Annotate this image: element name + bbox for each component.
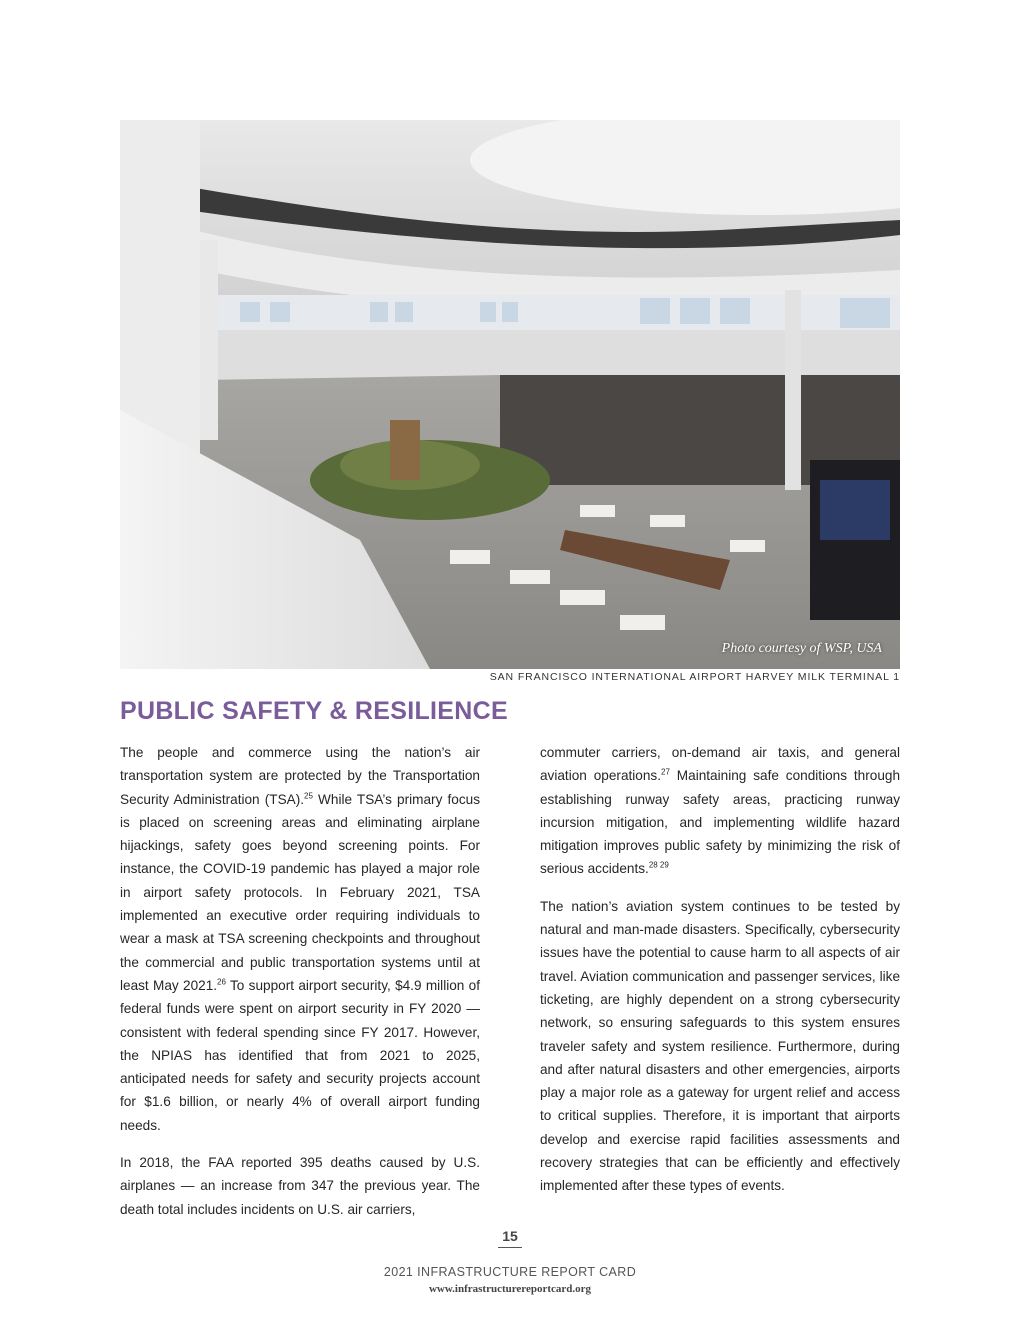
footnote-ref: 26 — [217, 977, 226, 987]
left-paragraph-1 — [120, 741, 480, 1137]
right-column — [540, 741, 900, 1212]
photo-credit: Photo courtesy of WSP, USA — [721, 641, 882, 656]
right-paragraph-1 — [540, 741, 900, 881]
page-number: 15 — [498, 1228, 522, 1248]
photo-caption: SAN FRANCISCO INTERNATIONAL AIRPORT HARVEY MILK TERMINAL 1 — [489, 671, 900, 683]
footer-url[interactable]: www.infrastructurereportcard.org — [428, 1283, 592, 1295]
right-paragraph-2 — [540, 895, 900, 1198]
left-paragraph-2 — [120, 1151, 480, 1221]
text-run: The people and commerce using the nation’s air transportation system are protected by the Transportation Security Administration (TSA). — [120, 745, 480, 807]
text-run: To support airport security, $4.9 million of federal funds were spent on airport security in FY 2020 — consistent with federal spending since FY 2017. However, the NPIAS has identified that from 2021 to 2025, anticipated needs for safety and security projects account for $1.6 billion, or nearly 4% of overall airport funding needs. — [120, 977, 480, 1133]
terminal-photo — [120, 120, 900, 669]
text-run: In 2018, the FAA reported 395 deaths caused by U.S. airplanes — an increase from 347 the previous year. The death total includes incidents on U.S. air carriers, — [120, 1155, 480, 1217]
text-run: Maintaining safe conditions through establishing runway safety areas, practicing runway incursion mitigation, and implementing wildlife hazard mitigation improves public safety by minimizing the risk of serious accidents. — [540, 768, 901, 877]
footnote-ref: 28 29 — [648, 860, 669, 870]
text-run: commuter carriers, on-demand air taxis, and general aviation operations. — [540, 745, 900, 784]
footnote-ref: 27 — [661, 767, 670, 777]
footnote-ref: 25 — [304, 791, 313, 801]
left-column — [120, 741, 480, 1235]
section-title: PUBLIC SAFETY & RESILIENCE — [120, 697, 508, 725]
footer-title: 2021 INFRASTRUCTURE REPORT CARD — [383, 1265, 637, 1279]
text-run: The nation’s aviation system continues to be tested by natural and man-made disasters. Specifically, cybersecurity issues have the potential to cause harm to all aspects of air travel. Aviation communication and passenger services, like ticketing, are highly dependent on a strong cybersecurity network, so ensuring safeguards to this system ensures traveler safety and system resilience. Furthermore, during and after natural disasters and other emergencies, airports play a major role as a gateway for urgent relief and access to critical supplies. Therefore, it is important that airports develop and exercise rapid facilities assessments and recovery strategies that can be efficiently and effectively implemented after these types of events. — [540, 898, 900, 1194]
terminal-photo-illustration — [120, 120, 900, 669]
text-run: While TSA’s primary focus is placed on screening areas and eliminating airplane hijackings, safety goes beyond screening points. For instance, the COVID-19 pandemic has played a major role in airport safety protocols. In February 2021, TSA implemented an executive order requiring individuals to wear a mask at TSA screening checkpoints and throughout the commercial and public transportation systems until at least May 2021. — [120, 791, 480, 993]
